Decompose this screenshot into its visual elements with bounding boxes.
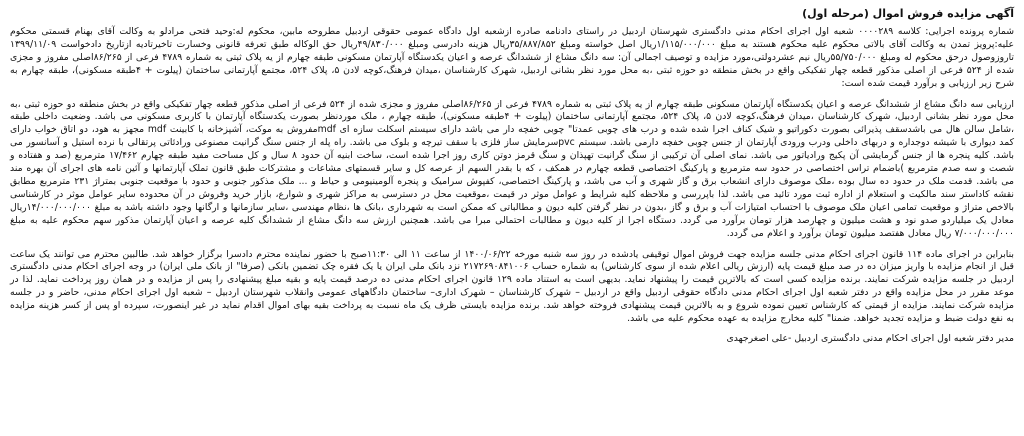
signature-line: مدیر دفتر شعبه اول اجرای احکام مدنی دادگستری اردبیل -علی اصغرجهدی bbox=[726, 332, 1014, 344]
notice-title: آگهی مزایده فروش اموال (مرحله اول) bbox=[802, 7, 1014, 20]
case-details-paragraph: شماره پرونده اجرایی: کلاسه ۰۰۰۰۲۸۹ شعبه اول اجرای احکام مدنی دادگستری شهرستان اردبیل در راستای دادنامه صادره ازشعبه اول دادگاه عمومی حقوقی اردبیل مطروحه مابین، محکوم له:وحید فتحی مرادلو به وکالت آقای بهنام قسمتی محکوم علیه:پرویز تمدن به وکالت آقای بالاتی محکوم علیه محکوم هستند به مبلغ ۱/۱۱۵/۰۰۰/۰۰۰ریال اصل خواسته ومبلغ ۳۵/۸۸۷/۸۵۲ریال هزینه دادرسی ومبلغ ۴۹/۸۳۰/۰۰۰ریال حق الوکاله طبق تعرفه قانونی وخسارت تاخیرتادیه ازتاریخ دادخواست ۱۳۹۹/۱۱/۰۹ تاروزوصول درحق محکوم له ومبلغ ۵۵/۷۵۰/۰۰۰ریال نیم عشردولتی،مورد مزایده و توصیف اجمالی آن: سه دانگ مشاع از ششدانگ عرصه و اعیان یکدستگاه آپارتمان مسکونی طبقه چهارم از یه پلاک ثبتی به شماره ۴۷۸۹ فرعی از ۸۶/۲۶۵اصلی مفروز و مجزی شده از ۵۲۴ فرعی از اصلی مذکور قطعه چهار تفکیکی واقع در بخش منطقه دو حوزه ثبتی ،به محل مورد نظر بشانی اردبیل، شهرک کارشناسان ،میدان فرهنگ،کوچه لادن ۵، پلاک ۵۲۴، مجتمع آپارتمانی ساختمان (پیلوت + ۴طبقه مسکونی)، طبقه چهارم به شرح زیر ارزیابی و برآورد قیمت شده است: bbox=[10, 26, 1015, 89]
valuation-paragraph: ارزیابی سه دانگ مشاع از ششدانگ عرصه و اعیان یکدستگاه آپارتمان مسکونی طبقه چهارم از یه پلاک ثبتی به شماره ۴۷۸۹ فرعی از ۸۶/۲۶۵اصلی مفروز و مجزی شده از ۵۲۴ فرعی از اصلی مذکور قطعه چهار تفکیکی واقع در بخش منطقه دو حوزه ثبتی ،به محل مورد نظر بشانی اردبیل، شهرک کارشناسان ،میدان فرهنگ،کوچه لادن ۵، پلاک ۵۲۴، مجتمع آپارتمانی ساختمان (پیلوت + ۴طبقه مسکونی)، طبقه چهارم ، ملک موردنظر بصورت یکدستگاه آپارتمان با کاربری مسکونی می باشد. وضعیت داخلی طبقه ،شامل سالن هال می باشدسقف پذیرائی بصورت دکوراتیو و شیک کناف اجرا شده شده و درب های چوبی عمدتا" چوبی خفچه دار می باشد دارای سیستم اسکلت سازه ای mdfمفروش به موکت، آشپزخانه با کابینت mdf مجهز به هود، دو اتاق خواب دارای کمد دیواری با شیشه دوجداره و دربهای داخلی ودرب ورودی آپارتمان از جنس چوبی خفچه دارمی باشد. سیستم pvcسرمایش ساز فلزی با سقف تیرچه و بلوک می باشد. راه پله از جنس سنگ گرانیت مصنوعی ورادئاتی پرتقالی با نرده استیل و آسانسور می باشد. کلیه پنجره ها از جنس گرمایشی آن پکیج ورادیاتور می باشد. نمای اصلی آن ترکیبی از سنگ گرانیت تهپذان و سنگ قرمز دوتن کاری روز اجرا شده است، ساخت ابنیه آن حدود ۸ سال و کل مساحت مفید طبقه چهارم ۱۷/۴۶۲ مترمربع (صد و هفتاده و شصت و سه صدم مترمربع )باضمام تراس اختصاصی در حدود سه مترمربع و پارکینگ اختصاصی قطعه چهارم در همکف ، که با بقدر السهم از عرصه کل و سایر قسمتهای مشاعات و مشترکات طبق قانون تملک آپارتمانها و آئین نامه های اجرای آن بهره مند می باشد. قدمت ملک در حدود ده سال بوده ،ملک موصوف دارای انشعاب برق و گاز شهری و آب می باشد، و پارکینگ اختصاصی، کفپوش سرامیک و پنجره آلومینیومی و حیاط و ... ملک مذکور جنوبی و حدود با موقعیت جنوبی بمتراژ ۲۳۱ مترمربع مطابق نقشه کاداستر سند مالکیت و استعلام از اداره ثبت مورد تائید می باشد. لذا باپررسی و ملاحظه کلیه شرایط و عوامل موثر در قیمت ،موقعیت محل در دسترسی به مراکز شهری و شوارع، بازار خرید وفروش در آن محدوده سایر عوامل موثر در کارشناسی بالاخص متراژ و موقعیت تمامی اعیان ملک موصوف با احتساب امتیازات آب و برق و گاز ،بدون در نظر گرفتن کلیه دیون و مطالباتی که ممکن است به شهرداری ،بانک ها ،نظام مهندسی ،سایر سازمانها و ارگانها وجود داشته باشد به مبلغ ۱۴/۰۰۰/۰۰۰/۰۰۰ریال معادل یک میلیاردو صدو نود و هشت میلیون و چهارصد هزار تومان برآورد می گردد. دستگاه اجرا از کلیه دیون و مطالبات احتمالی مبرا می باشد. همچنین ارزش سه دانگ مشاع از ششدانگ کلیه عرصه و اعیان آپارتمان مذکور سهم محکوم علیه به مبلغ ۷/۰۰۰/۰۰۰/۰۰۰ ریال معادل هفتصد میلیون تومان برآورد و اعلام می گردد. bbox=[10, 98, 1015, 239]
auction-terms-paragraph: بنابراین در اجرای ماده ۱۱۴ قانون اجرای احکام مدنی جلسه مزایده جهت فروش اموال توقیفی یادشده در روز سه شنبه مورخه ۱۴۰۰/۰۶/۲۲ از ساعت ۱۱ الی ۱۱:۳۰صبح با حضور نماینده محترم دادسرا برگزار خواهد شد. طالبین محترم می توانند یک ساعت قبل از انجام مزایده با واریز میزان ده در صد مبلغ قیمت پایه (ارزش ریالی اعلام شده از سوی کارشناس) به شماره حساب ۲۱۷۲۶۹۰۸۴۱۰۰۶ نزد بانک ملی ایران یا یک فقره چک تضمین بانکی (صرفا" از بانک ملی ایران) در وجه اجرای احکام مدنی دادگستری اردبیل در جلسه مزایده شرکت نمایند. برنده مزایده کسی است که بالاترین قیمت را پیشنهاد نماید. بدیهی است به استناد ماده ۱۲۹ قانون اجرای احکام مدنی ده درصد قیمت پایه و بقیه مبلغ پیشنهادی را پس از مزایده و در همان روز پرداخت نماید. لذا در موعد مقرر در محل مزایده واقع در دفتر شعبه اول اجرای احکام مدنی دادگاه حقوقی اردبیل واقع در اردبیل – شهرک کارشناسان – شهرک اداری– ساختمان دادگاههای عمومی وانقلاب شهرستان اردبیل – شعبه اول اجرای احکام مدنی، حاضر و در جلسه مزایده شرکت نمایند. مزایده از قیمتی که کارشناس تعیین نموده شروع و به بالاترین قیمت پیشنهادی فروخته خواهد شد. برنده مزایده بایستی ظرف یک ماه نسبت به پرداخت بقیه بهای اموال اقدام نماید در غیر اینصورت، سپرده او پس از کسر هزینه مزایده به نفع دولت ضبط و مزایده تجدید خواهد. ضمنا" کلیه مخارج مزایده به عهده محکوم علیه می باشد. bbox=[10, 248, 1014, 325]
